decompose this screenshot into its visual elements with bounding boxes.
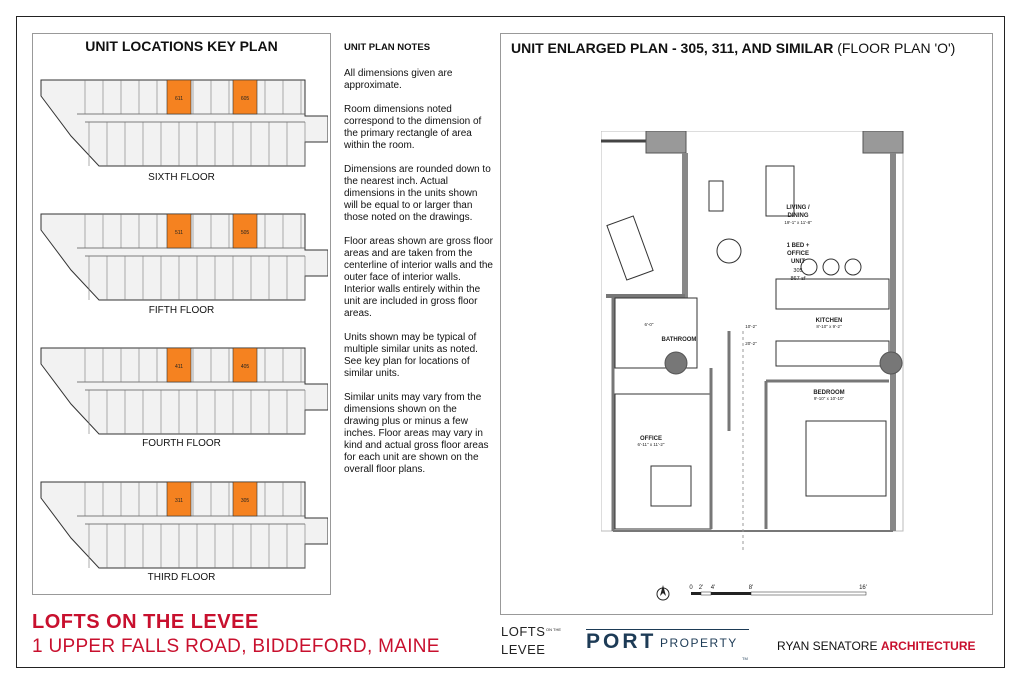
floor-plan-third xyxy=(37,480,328,570)
project-address: 1 UPPER FALLS ROAD, BIDDEFORD, MAINE xyxy=(32,636,440,657)
room-label-living: DINING xyxy=(787,213,809,219)
logo-text: LEVEE xyxy=(501,642,546,657)
property-logo-text: PROPERTY xyxy=(660,636,738,650)
unit-number-label: 611 xyxy=(175,96,183,102)
room-label-living: LIVING / xyxy=(786,205,810,211)
dimension-label: 10'-2" xyxy=(745,324,757,329)
bar-stool xyxy=(845,259,861,275)
logo-text: ON THE xyxy=(546,627,562,632)
unit-number-label: 511 xyxy=(175,230,183,236)
structural-column-round xyxy=(665,352,687,374)
note-paragraph: Floor areas shown are gross floor areas and are taken from the centerline of interior walls and the outer face of interior walls. Interior walls entirely within the unit are included in gross floor areas. xyxy=(344,236,493,319)
trademark: TM xyxy=(742,656,748,661)
coffee-table xyxy=(709,181,723,211)
note-paragraph: Units shown may be typical of multiple similar units as noted. See key plan for locations of similar units. xyxy=(344,332,478,379)
room-label-kitchen: KITCHEN xyxy=(815,318,843,324)
key-plan-panel xyxy=(32,33,331,595)
building-outline xyxy=(41,482,328,568)
room-label-bathroom: BATHROOM xyxy=(661,337,697,343)
logo-text: LOFTS xyxy=(501,624,546,639)
floor-plan-fifth xyxy=(37,212,328,302)
note-paragraph: Dimensions are rounded down to the nearest inch. Actual dimensions in the units shown will be equal to or larger than those noted on the drawings. xyxy=(344,164,491,223)
floor-plan-fourth xyxy=(37,346,328,436)
kitchen-island xyxy=(776,279,889,309)
floor-plan-drawing xyxy=(37,346,328,436)
scale-tick: 16' xyxy=(859,585,867,591)
structural-column xyxy=(863,131,903,153)
unit-type: 1 BED + xyxy=(786,243,810,249)
floor-plan-drawing xyxy=(37,212,328,302)
north-arrow-icon xyxy=(657,585,669,600)
office-outline xyxy=(615,394,711,529)
structural-column xyxy=(646,131,686,153)
scale-tick: 8' xyxy=(748,585,754,591)
unit-area: 867 sf xyxy=(790,276,806,282)
unit-number: 305 xyxy=(793,268,803,274)
room-dims: 8'-10" x 9'-2" xyxy=(816,324,842,329)
room-label-bedroom: BEDROOM xyxy=(813,390,845,396)
floor-label: SIXTH FLOOR xyxy=(148,172,215,183)
building-outline xyxy=(41,80,328,166)
scale-tick: 4' xyxy=(710,585,716,591)
bed xyxy=(806,421,886,496)
plan-title-bold: UNIT ENLARGED PLAN - 305, 311, AND SIMILAR xyxy=(511,40,834,56)
project-name: LOFTS ON THE LEVEE xyxy=(32,611,259,633)
dimension-label: 20'-2" xyxy=(745,341,757,346)
note-paragraph: All dimensions given are approximate. xyxy=(344,68,453,91)
lounge-chair xyxy=(607,216,653,280)
unit-number-label: 305 xyxy=(240,498,250,504)
floor-plan-drawing xyxy=(37,480,328,570)
note-paragraph: Similar units may vary from the dimensions shown on the drawing plus or minus a few inches. Floor areas may vary in kind and actual gross floor areas for each unit are shown on the overall floor plans. xyxy=(344,392,489,475)
floor-label: FIFTH FLOOR xyxy=(148,305,215,316)
floor-label: THIRD FLOOR xyxy=(147,572,216,583)
unit-number-label: 311 xyxy=(175,498,183,504)
building-outline xyxy=(41,348,328,434)
scale-bar xyxy=(656,582,871,604)
plan-title-normal: (FLOOR PLAN 'O') xyxy=(837,40,956,56)
unit-plan-notes xyxy=(344,42,494,488)
floor-plan-sixth xyxy=(37,78,328,168)
armchair xyxy=(717,239,741,263)
scale-tick: 0 xyxy=(689,585,693,591)
notes-title: UNIT PLAN NOTES xyxy=(344,42,431,53)
office-desk xyxy=(651,466,691,506)
unit-number-label: 605 xyxy=(240,96,250,102)
architect-name: RYAN SENATORE xyxy=(777,639,878,653)
plan-title xyxy=(511,40,955,56)
scale-segment xyxy=(691,592,701,595)
scale-segment xyxy=(711,592,751,595)
structural-column-round xyxy=(880,352,902,374)
building-outline xyxy=(41,214,328,300)
floor-label: FOURTH FLOOR xyxy=(142,438,221,449)
unit-floor-plan xyxy=(601,131,911,561)
key-plan-title: UNIT LOCATIONS KEY PLAN xyxy=(85,38,278,54)
enlarged-plan-panel xyxy=(500,33,993,615)
scale-tick: 2' xyxy=(698,585,704,591)
bar-stool xyxy=(823,259,839,275)
unit-type: UNIT xyxy=(791,259,805,265)
note-paragraph: Room dimensions noted correspond to the dimension of the primary rectangle of area within the room. xyxy=(344,104,482,151)
room-dims: 19'-1" x 11'-8" xyxy=(784,220,812,225)
floor-plan-drawing xyxy=(37,78,328,168)
scale-segment xyxy=(701,592,711,595)
unit-number-label: 405 xyxy=(240,364,250,370)
scale-segment xyxy=(751,592,866,595)
port-logo-text: PORT xyxy=(586,630,657,653)
kitchen-counter xyxy=(776,341,889,366)
architect-firm: ARCHITECTURE xyxy=(880,639,976,653)
architect-credit xyxy=(777,639,976,653)
room-dims: 6'-11" x 11'-2" xyxy=(637,442,665,447)
plan-extent xyxy=(601,131,903,531)
unit-number-label: 505 xyxy=(240,230,250,236)
unit-number-label: 411 xyxy=(175,364,183,370)
room-dims: 9'-10" x 10'-10" xyxy=(813,396,845,401)
unit-type: OFFICE xyxy=(787,251,809,257)
room-label-office: OFFICE xyxy=(640,436,662,442)
lofts-on-the-levee-logo xyxy=(500,623,562,659)
dimension-label: 6'-0" xyxy=(644,322,654,327)
